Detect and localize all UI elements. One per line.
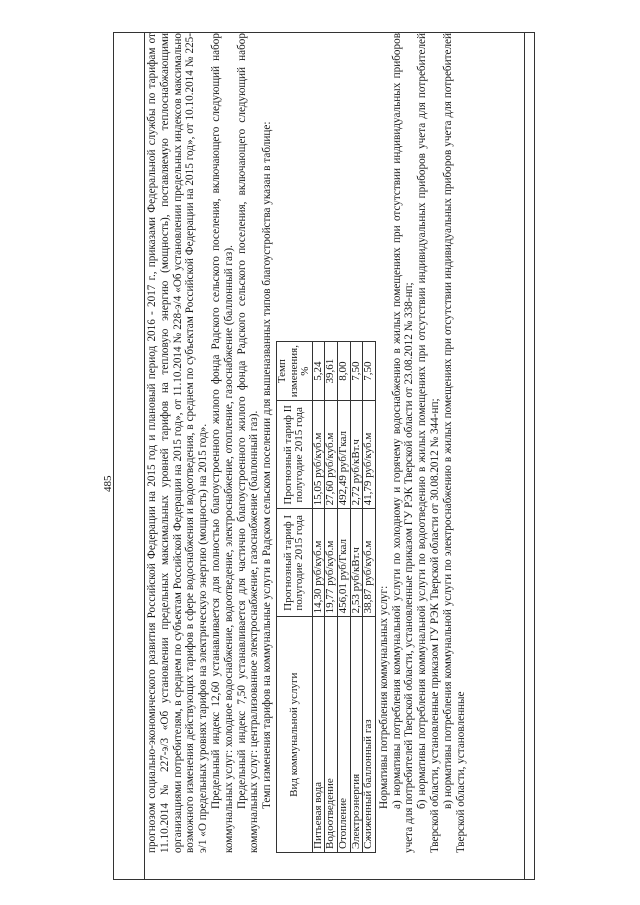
frame-divider-left — [144, 33, 145, 879]
header-tariff-h1: Прогнозный тариф I полугодие 2015 года — [276, 509, 312, 617]
paragraph-norm-c: в) нормативы потребления коммунальной услуги по электроснабжению в жилых помещениях при отсутствии индивидуальных приборов учета для потребителей Тверской области, установленные — [441, 33, 467, 853]
tariff-table — [276, 341, 376, 853]
table-row — [312, 342, 325, 853]
service-cell: Сжиженный баллонный газ — [363, 617, 376, 853]
paragraph-norms-heading: Нормативы потребления коммунальных услуг: — [377, 585, 390, 809]
tariff-h1-cell: 38,87 руб/куб.м — [363, 509, 376, 617]
tariff-h1-cell: 2,53 руб/кВт.ч — [350, 509, 363, 617]
service-cell: Электроэнергия — [350, 617, 363, 853]
tariff-h1-cell: 19,77 руб/куб.м — [325, 509, 338, 617]
tariff-h2-cell: 15,05 руб/куб.м — [312, 401, 325, 509]
header-change-rate: Темп изменения, % — [276, 342, 312, 401]
tariff-h1-cell: 14,30 руб/куб.м — [312, 509, 325, 617]
paragraph-index-partial: Предельный индекс 7,50 устанавливается для частично благоустроенного жилого фонда Радского сельского поселения, включающего следующий набор коммунальных услуг: централизованное электроснабжение, газоснабжение (баллонный газ). — [235, 33, 261, 853]
table-header-row — [276, 342, 312, 853]
rotated-page-content — [146, 33, 526, 853]
rate-cell: 39,61 — [325, 342, 338, 401]
header-service: Вид коммунальной услуги — [276, 617, 312, 853]
paragraph-intro: прогнозом социально-экономического развития Российской Федерации на 2015 год и плановый период 2016 - 2017 г., приказами Федеральной службы по тарифам от 11.10.2014 № 227-э/3 «Об установлении предельных максимальных уровней тарифов на тепловую энергию (мощность), поставляемую теплоснабжающими организациями потребителям, в среднем по субъектам Российской Федерации на 2015 год», от 11.10.2014 № 228-э/4 «Об установлении предельных индексов максимально возможного изменения действующих тарифов в сфере водоснабжения и водоотведения, в среднем по субъектам Российской Федерации на 2015 год», от 10.10.2014 № 225-э/1 «О предельных уровнях тарифов на электрическую энергию (мощность) на 2015 год». — [146, 33, 210, 853]
table-row — [350, 342, 363, 853]
rate-cell: 5,24 — [312, 342, 325, 401]
rate-cell: 7,50 — [350, 342, 363, 401]
rate-cell: 7,50 — [363, 342, 376, 401]
service-cell: Водоотведение — [325, 617, 338, 853]
table-row — [363, 342, 376, 853]
tariff-h2-cell: 41,79 руб/куб.м — [363, 401, 376, 509]
paragraph-index-full: Предельный индекс 12,60 устанавливается для полностью благоустроенного жилого фонда Радского сельского поселения, включающего следующий набор коммунальных услуг: холодное водоснабжение, водоотведение, электроснабжение, отопление, газоснабжение (баллонный газ). — [209, 33, 235, 853]
header-tariff-h2: Прогнозный тариф II полугодие 2015 года — [276, 401, 312, 509]
service-cell: Отопление — [337, 617, 350, 853]
tariff-h2-cell: 2,72 руб/кВт.ч — [350, 401, 363, 509]
table-row — [325, 342, 338, 853]
paragraph-table-intro: Темп изменения тарифов на коммунальные услуги в Радском сельском поселении для вышеназванных типов благоустройства указан в таблице: — [261, 121, 274, 809]
tariff-h1-cell: 456,01 руб/Гкал — [337, 509, 350, 617]
paragraph-norm-a: а) нормативы потребления коммунальной услуги по холодному и горячему водоснабжению в жилых помещениях при отсутствии индивидуальных приборов учета для потребителей Тверской области, установленные приказом ГУ РЭК Тверской области от 23.08.2012 № 338-нп; — [390, 33, 416, 853]
tariff-h2-cell: 27,60 руб/куб.м — [325, 401, 338, 509]
page-number: 485 — [102, 475, 114, 492]
rate-cell: 8,00 — [337, 342, 350, 401]
table-row — [337, 342, 350, 853]
paragraph-norm-b: б) нормативы потребления коммунальной услуги по водоотведению в жилых помещениях при отсутствии индивидуальных приборов учета для потребителей Тверской области, установленные приказом ГУ РЭК Тверской области от 30.08.2012 № 344-нп; — [416, 33, 441, 853]
tariff-h2-cell: 492,49 руб/Гкал — [337, 401, 350, 509]
service-cell: Питьевая вода — [312, 617, 325, 853]
